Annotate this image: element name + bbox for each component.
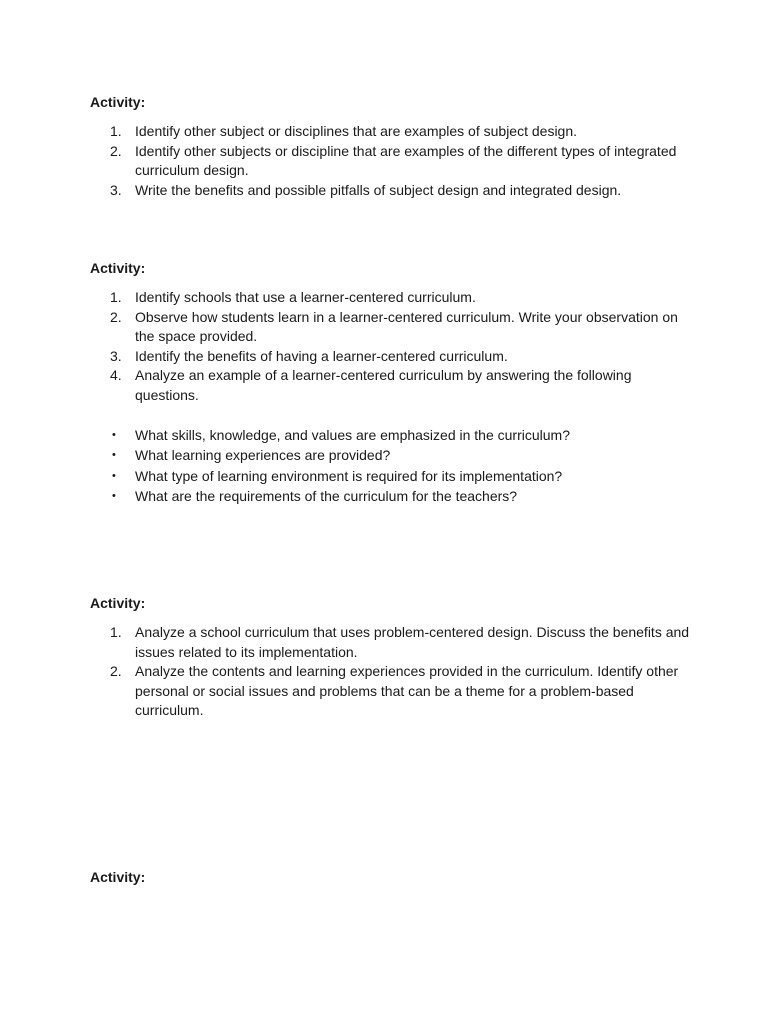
list-item: [90, 122, 690, 142]
activity-section-3: [90, 594, 690, 721]
bullet-icon: •: [112, 429, 116, 441]
bullet-list: [90, 425, 690, 506]
list-item: [90, 308, 690, 347]
bullet-item-text: What are the requirements of the curriculum for the teachers?: [135, 487, 518, 504]
list-item-text: Analyze a school curriculum that uses problem-centered design. Discuss the benefits and issues related to its implementation.: [135, 624, 690, 660]
list-number: 2.: [110, 142, 122, 159]
bullet-item: [90, 425, 690, 445]
bullet-icon: •: [112, 449, 116, 462]
bullet-item: [90, 445, 690, 465]
bullet-item-text: What learning experiences are provided?: [135, 447, 391, 464]
list-item-text: Analyze the contents and learning experiences provided in the curriculum. Identify other personal or social issues and problems that can be a theme for a problem-based curriculum.: [135, 663, 679, 718]
list-number: 3.: [110, 347, 122, 364]
numbered-list: [90, 288, 690, 405]
list-item: [90, 366, 690, 405]
activity-heading: Activity:: [90, 260, 146, 276]
list-number: 1.: [110, 624, 122, 640]
list-item: [90, 662, 690, 721]
list-number: 3.: [110, 181, 122, 198]
list-item-text: Identify other subject or disciplines that are examples of subject design.: [135, 123, 578, 139]
list-number: 1.: [110, 289, 122, 305]
numbered-list: [90, 122, 690, 200]
bullet-icon: •: [112, 469, 116, 482]
bullet-item: [90, 466, 690, 486]
bullet-item-text: What type of learning environment is required for its implementation?: [135, 467, 563, 484]
list-item: [90, 142, 690, 181]
bullet-icon: •: [112, 489, 116, 502]
activity-section-2: [90, 259, 690, 506]
activity-heading: Activity:: [90, 94, 146, 110]
list-item-text: Identify schools that use a learner-centered curriculum.: [135, 289, 476, 305]
numbered-list: [90, 623, 690, 721]
list-item: [90, 623, 690, 662]
list-item-text: Identify the benefits of having a learner-centered curriculum.: [135, 347, 508, 364]
list-item: [90, 181, 690, 201]
activity-heading: Activity:: [90, 869, 146, 885]
list-item: [90, 347, 690, 367]
bullet-item-text: What skills, knowledge, and values are emphasized in the curriculum?: [135, 427, 570, 443]
list-number: 2.: [110, 663, 122, 679]
activity-section-1: [90, 93, 690, 200]
list-item-text: Analyze an example of a learner-centered curriculum by answering the following questions.: [135, 367, 632, 403]
list-number: 1.: [110, 123, 122, 139]
list-item-text: Write the benefits and possible pitfalls of subject design and integrated design.: [135, 181, 622, 198]
activity-section-4: [90, 868, 690, 886]
activity-heading: Activity:: [90, 595, 146, 611]
list-item-text: Identify other subjects or discipline that are examples of the different types of integrated curriculum design.: [135, 142, 677, 178]
list-item: [90, 288, 690, 308]
list-item-text: Observe how students learn in a learner-centered curriculum. Write your observation on the space provided.: [135, 308, 678, 344]
list-number: 4.: [110, 367, 122, 383]
list-number: 2.: [110, 308, 122, 325]
bullet-item: [90, 486, 690, 506]
